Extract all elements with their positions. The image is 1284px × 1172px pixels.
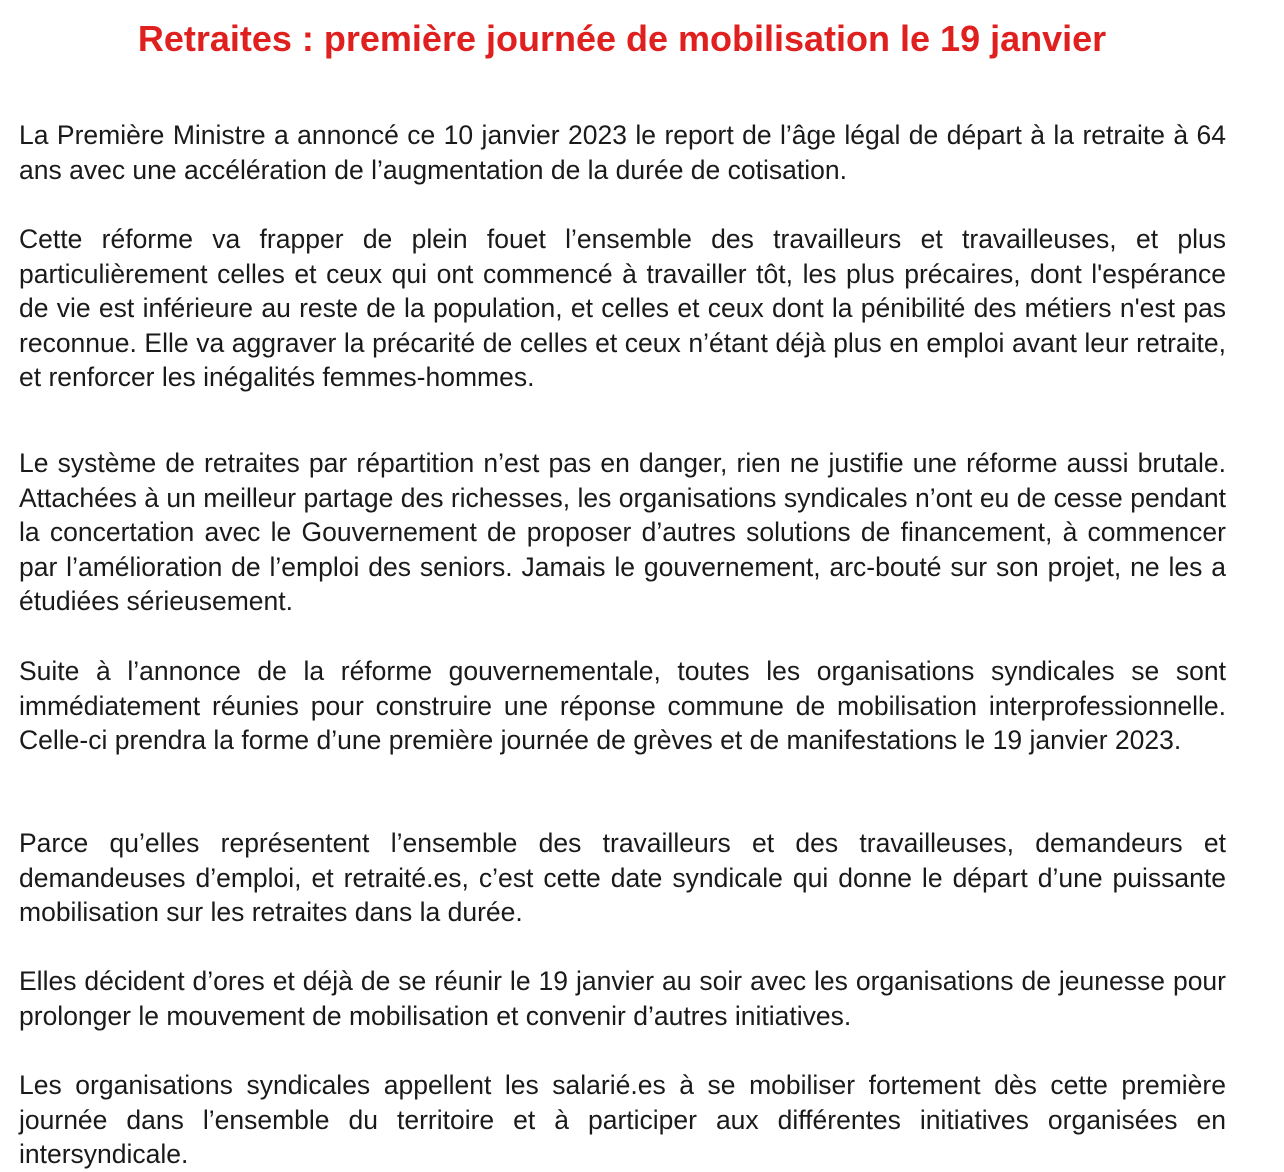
- page-title: Retraites : première journée de mobilisation le 19 janvier: [137, 18, 1107, 59]
- paragraph-pension-system: Le système de retraites par répartition n’est pas en danger, rien ne justifie une réforme aussi brutale. Attachées à un meilleur partage des richesses, les organisations syndicales n’ont eu de cesse pendant la concertation avec le Gouvernement de proposer d’autres solutions de financement, à commencer par l’amélioration de l’emploi des seniors. Jamais le gouvernement, arc-bouté sur son projet, ne les a étudiées sérieusement.: [19, 448, 1226, 616]
- paragraph-impact: Cette réforme va frapper de plein fouet l’ensemble des travailleurs et travailleuses, et plus particulièrement celles et ceux qui ont commencé à travailler tôt, les plus précaires, dont l'espérance de vie est inférieure au reste de la population, et celles et ceux dont la pénibilité des métiers n'est pas reconnue. Elle va aggraver la précarité de celles et ceux n’étant déjà plus en emploi avant leur retraite, et renforcer les inégalités femmes-hommes.: [19, 224, 1226, 392]
- paragraph-mobilisation: Suite à l’annonce de la réforme gouvernementale, toutes les organisations syndicales se sont immédiatement réunies pour construire une réponse commune de mobilisation interprofessionnelle. Celle-ci prendra la forme d’une première journée de grèves et de manifestations le 19 janvier 2023.: [19, 656, 1226, 755]
- paragraph-call-to-action: Les organisations syndicales appellent les salarié.es à se mobiliser fortement dès cette première journée dans l’ensemble du territoire et à participer aux différentes initiatives organisées en intersyndicale.: [19, 1070, 1226, 1169]
- paragraph-youth-meeting: Elles décident d’ores et déjà de se réunir le 19 janvier au soir avec les organisations de jeunesse pour prolonger le mouvement de mobilisation et convenir d’autres initiatives.: [19, 966, 1226, 1031]
- paragraph-representation: Parce qu’elles représentent l’ensemble des travailleurs et des travailleuses, demandeurs et demandeuses d’emploi, et retraité.es, c’est cette date syndicale qui donne le départ d’une puissante mobilisation sur les retraites dans la durée.: [19, 828, 1226, 927]
- paragraph-announcement: La Première Ministre a annoncé ce 10 janvier 2023 le report de l’âge légal de départ à la retraite à 64 ans avec une accélération de l’augmentation de la durée de cotisation.: [19, 120, 1226, 185]
